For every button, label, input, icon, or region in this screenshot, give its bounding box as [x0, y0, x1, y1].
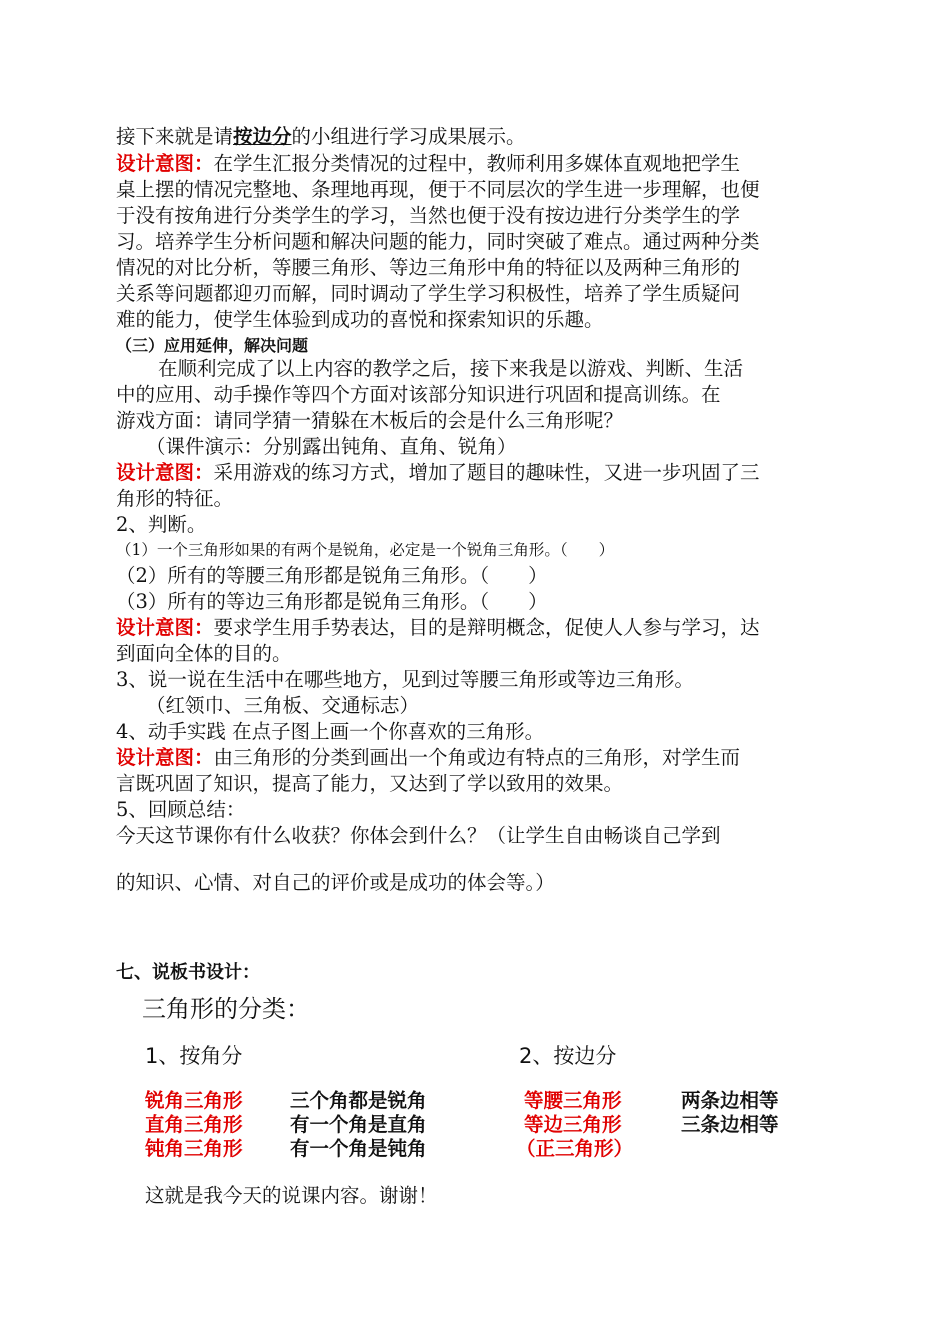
board-title: 三角形的分类：: [142, 995, 310, 1023]
judge-item-1: （1）一个三角形如果的有两个是锐角，必定是一个锐角三角形。（ ）: [116, 541, 615, 559]
intent-label: 设计意图：: [116, 461, 214, 484]
board-left-title: 1、按角分: [145, 1044, 243, 1068]
intent-label: 设计意图：: [116, 746, 214, 769]
regular-triangle-label: （正三角形）: [516, 1137, 634, 1160]
intro-line: [116, 124, 838, 149]
intent1-line-6: 难的能力，使学生体验到成功的喜悦和探索知识的乐趣。: [116, 308, 604, 331]
item-five: 5、回顾总结：: [116, 798, 246, 821]
isosceles-triangle-desc: 两条边相等: [681, 1089, 779, 1112]
intent3-line-0: [116, 615, 838, 640]
item-three-note: （红领巾、三角板、交通标志）: [146, 694, 420, 717]
intent1-line-1: 桌上摆的情况完整地、条理地再现，便于不同层次的学生进一步理解，也便: [116, 178, 760, 201]
para-line-0: 在顺利完成了以上内容的教学之后，接下来我是以游戏、判断、生活: [158, 357, 744, 380]
section-heading-seven: 七、说板书设计：: [116, 962, 260, 983]
intro-text: 接下来就是请: [116, 125, 234, 148]
closing-remark: 这就是我今天的说课内容。谢谢！: [145, 1184, 438, 1207]
intro-emphasis: 按边分: [233, 125, 292, 148]
obtuse-triangle-desc: 有一个角是钝角: [290, 1137, 427, 1160]
judge-item-3: （3）所有的等边三角形都是锐角三角形。（ ）: [116, 590, 548, 613]
summary-line-0: 今天这节课你有什么收获？你体会到什么？（让学生自由畅谈自己学到: [116, 824, 721, 847]
section-heading-three: （三）应用延伸，解决问题: [116, 336, 309, 355]
obtuse-triangle-label: 钝角三角形: [145, 1137, 243, 1160]
intent1-line-3: 习。培养学生分析问题和解决问题的能力，同时突破了难点。通过两种分类: [116, 230, 760, 253]
equilateral-triangle-label: 等边三角形: [524, 1113, 622, 1136]
judge-item-2: （2）所有的等腰三角形都是锐角三角形。（ ）: [116, 564, 548, 587]
item-three: 3、说一说在生活中在哪些地方，见到过等腰三角形或等边三角形。: [116, 668, 694, 691]
intent4-text: 由三角形的分类到画出一个角或边有特点的三角形，对学生而: [213, 746, 741, 769]
item-four: 4、动手实践 在点子图上画一个你喜欢的三角形。: [116, 720, 545, 743]
right-triangle-label: 直角三角形: [145, 1113, 243, 1136]
intent1-text: 在学生汇报分类情况的过程中，教师利用多媒体直观地把学生: [213, 152, 741, 175]
summary-line-1: 的知识、心情、对自己的评价或是成功的体会等。）: [116, 871, 555, 894]
intent-label: 设计意图：: [116, 616, 214, 639]
board-right-title: 2、按边分: [519, 1044, 617, 1068]
acute-triangle-desc: 三个角都是锐角: [290, 1089, 427, 1112]
para-line-1: 中的应用、动手操作等四个方面对该部分知识进行巩固和提高训练。在: [116, 383, 721, 406]
intent1-line-4: 情况的对比分析，等腰三角形、等边三角形中角的特征以及两种三角形的: [116, 256, 741, 279]
acute-triangle-label: 锐角三角形: [145, 1089, 243, 1112]
intent1-line-0: [116, 151, 838, 176]
intent3-line-1: 到面向全体的目的。: [116, 642, 292, 665]
para-line-2: 游戏方面：请同学猜一猜躲在木板后的会是什么三角形呢？: [116, 409, 624, 432]
intent4-line-0: [116, 745, 838, 770]
courseware-note: （课件演示：分别露出钝角、直角、锐角）: [146, 435, 517, 458]
intent-label: 设计意图：: [116, 152, 214, 175]
intent2-text: 采用游戏的练习方式，增加了题目的趣味性，又进一步巩固了三: [213, 461, 760, 484]
equilateral-triangle-desc: 三条边相等: [681, 1113, 779, 1136]
intro-text-end: 的小组进行学习成果展示。: [291, 125, 526, 148]
isosceles-triangle-label: 等腰三角形: [524, 1089, 622, 1112]
right-triangle-desc: 有一个角是直角: [290, 1113, 427, 1136]
judge-title: 2、判断。: [116, 513, 207, 536]
intent3-text: 要求学生用手势表达，目的是辩明概念，促使人人参与学习，达: [213, 616, 760, 639]
intent2-line-1: 角形的特征。: [116, 487, 234, 510]
intent4-line-1: 言既巩固了知识，提高了能力，又达到了学以致用的效果。: [116, 772, 624, 795]
intent2-line-0: [116, 460, 838, 485]
intent1-line-2: 于没有按角进行分类学生的学习，当然也便于没有按边进行分类学生的学: [116, 204, 741, 227]
intent1-line-5: 关系等问题都迎刃而解，同时调动了学生学习积极性，培养了学生质疑问: [116, 282, 741, 305]
